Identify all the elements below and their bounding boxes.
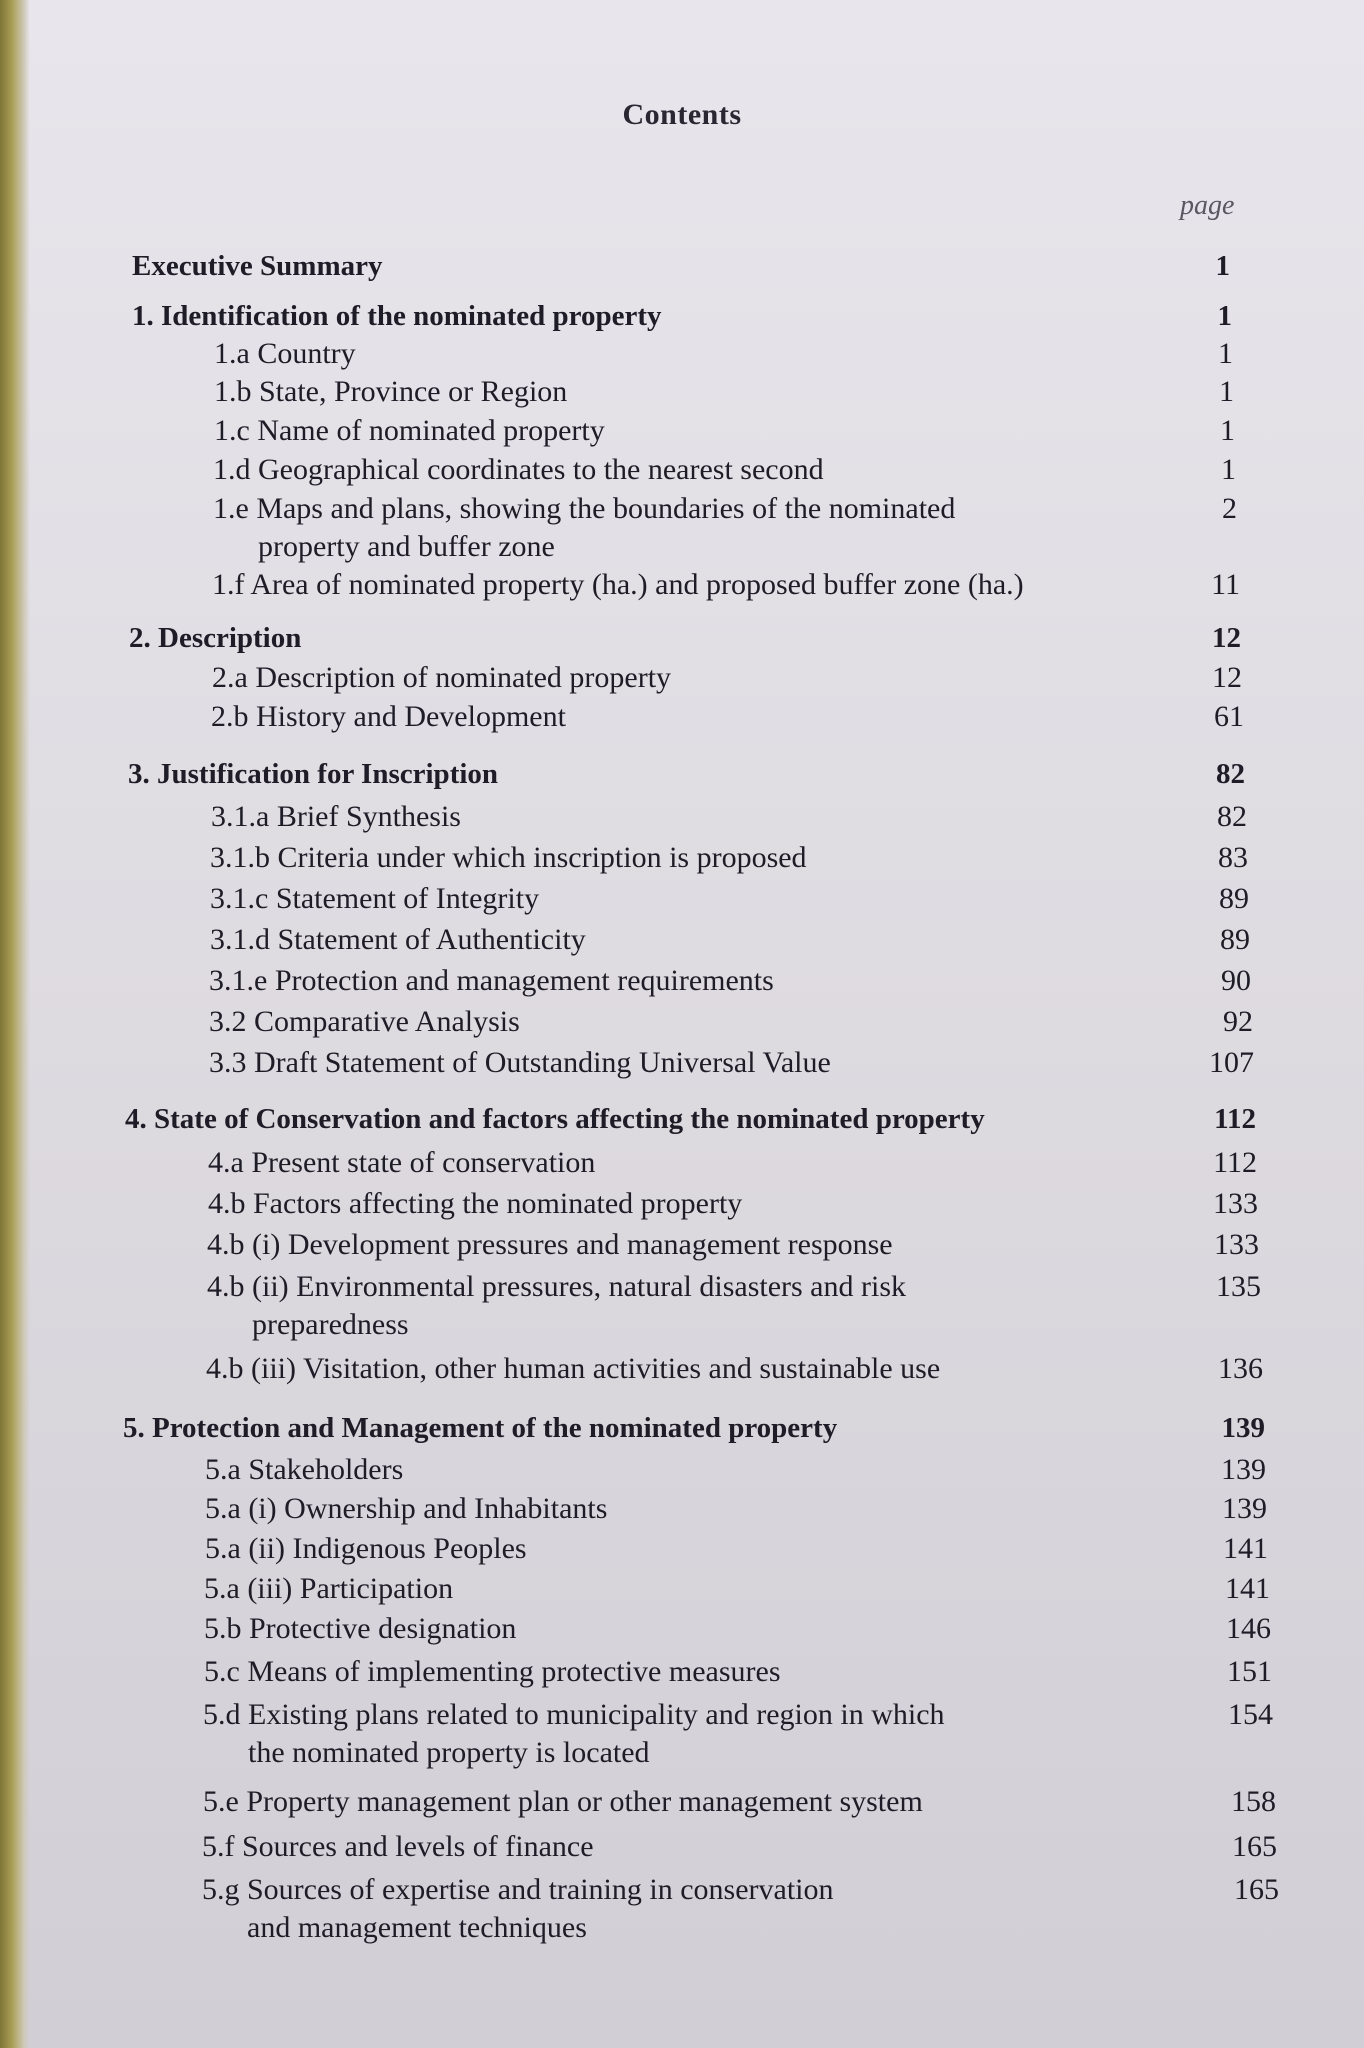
toc-page-number: 92	[1223, 1005, 1253, 1038]
toc-entry-title-continuation: property and buffer zone	[258, 530, 555, 563]
toc-page-number: 139	[1222, 1492, 1267, 1525]
toc-page-number: 11	[1211, 568, 1240, 601]
toc-entry-title: 4.b Factors affecting the nominated property	[208, 1187, 743, 1220]
toc-entry-title: 2.b History and Development	[211, 700, 566, 733]
toc-entry-title: 3.1.a Brief Synthesis	[211, 800, 461, 833]
toc-page-number: 90	[1221, 964, 1251, 997]
toc-entry-title: 5.b Protective designation	[204, 1612, 517, 1645]
toc-entry-title: 1.d Geographical coordinates to the nearest second	[213, 453, 824, 486]
toc-entry-title: 1.b State, Province or Region	[214, 375, 568, 408]
toc-page-number: 139	[1221, 1412, 1265, 1444]
toc-page-number: 154	[1228, 1698, 1273, 1731]
toc-entry-title: 3. Justification for Inscription	[128, 758, 499, 790]
toc-page-number: 89	[1220, 923, 1250, 956]
toc-entry-title: 4.b (iii) Visitation, other human activities and sustainable use	[206, 1352, 941, 1385]
toc-entry-title: 3.1.c Statement of Integrity	[210, 882, 540, 915]
toc-page-number: 1	[1221, 453, 1236, 486]
toc-entry-title: 4.b (i) Development pressures and management response	[207, 1228, 893, 1261]
toc-page-number: 146	[1226, 1612, 1271, 1645]
toc-page-number: 1	[1217, 300, 1232, 332]
toc-entry-title-continuation: preparedness	[252, 1308, 409, 1341]
toc-entry-title: 5.a (ii) Indigenous Peoples	[205, 1532, 527, 1565]
toc-entry-title: 5.c Means of implementing protective measures	[204, 1655, 781, 1688]
toc-entry-title-continuation: and management techniques	[247, 1911, 587, 1944]
toc-entry-title: 1.a Country	[214, 337, 356, 370]
toc-entry-title: 3.1.b Criteria under which inscription is proposed	[210, 841, 807, 874]
toc-entry-title: 5.e Property management plan or other management system	[203, 1785, 923, 1818]
toc-entry-title: 1.e Maps and plans, showing the boundaries of the nominated	[213, 492, 956, 525]
toc-entry-title: 5.g Sources of expertise and training in conservation	[202, 1873, 834, 1906]
toc-page-number: 1	[1219, 375, 1234, 408]
toc-page-number: 165	[1234, 1873, 1279, 1906]
toc-entry-title-continuation: the nominated property is located	[248, 1736, 650, 1769]
toc-entry-title: 1.c Name of nominated property	[214, 414, 605, 447]
toc-entry-title: Executive Summary	[132, 250, 383, 282]
toc-page-number: 107	[1209, 1046, 1254, 1079]
toc-entry-title: 5.a (i) Ownership and Inhabitants	[205, 1492, 608, 1525]
toc-page-number: 136	[1218, 1352, 1263, 1385]
toc-entry-title: 2.a Description of nominated property	[212, 661, 672, 694]
toc-entry-title: 5.a Stakeholders	[205, 1453, 404, 1486]
page-column-header: page	[1180, 190, 1235, 221]
toc-page-number: 141	[1223, 1532, 1268, 1565]
toc-page-number: 135	[1216, 1270, 1261, 1303]
toc-entry-title: 5. Protection and Management of the nominated property	[123, 1412, 838, 1444]
toc-entry-title: 3.1.e Protection and management requirements	[209, 964, 774, 997]
toc-page-number: 112	[1214, 1103, 1256, 1135]
toc-page-number: 1	[1218, 337, 1233, 370]
toc-page-number: 83	[1218, 841, 1248, 874]
toc-page-number: 133	[1213, 1187, 1258, 1220]
toc-page-number: 1	[1220, 414, 1235, 447]
toc-page-number: 2	[1222, 492, 1237, 525]
page-title: Contents	[622, 98, 742, 131]
toc-page-number: 165	[1232, 1830, 1277, 1863]
toc-page-number: 82	[1217, 800, 1247, 833]
toc-entry-title: 2. Description	[129, 622, 302, 654]
toc-entry-title: 5.d Existing plans related to municipality and region in which	[203, 1698, 945, 1731]
toc-entry-title: 4. State of Conservation and factors affecting the nominated property	[125, 1103, 985, 1135]
toc-entry-title: 1. Identification of the nominated property	[132, 300, 662, 332]
toc-entry-title: 4.b (ii) Environmental pressures, natural disasters and risk	[207, 1270, 906, 1303]
toc-entry-title: 5.f Sources and levels of finance	[202, 1830, 594, 1863]
toc-page-number: 12	[1212, 622, 1241, 654]
toc-page-number: 141	[1225, 1572, 1270, 1605]
toc-entry-title: 3.2 Comparative Analysis	[209, 1005, 520, 1038]
toc-page-number: 12	[1212, 661, 1242, 694]
toc-entry-title: 4.a Present state of conservation	[208, 1146, 596, 1179]
toc-entry-title: 5.a (iii) Participation	[204, 1572, 454, 1605]
toc-page-number: 89	[1219, 882, 1249, 915]
toc-page-number: 139	[1221, 1453, 1266, 1486]
toc-entry-title: 3.1.d Statement of Authenticity	[210, 923, 586, 956]
toc-entry-title: 3.3 Draft Statement of Outstanding Universal Value	[209, 1046, 831, 1079]
toc-page-number: 133	[1214, 1228, 1259, 1261]
toc-page-number: 1	[1215, 250, 1230, 282]
toc-page-number: 158	[1231, 1785, 1276, 1818]
toc-page-number: 112	[1213, 1146, 1257, 1179]
toc-page-number: 82	[1216, 758, 1245, 790]
toc-page-number: 151	[1227, 1655, 1272, 1688]
toc-entry-title: 1.f Area of nominated property (ha.) and proposed buffer zone (ha.)	[212, 568, 1024, 601]
toc-page-number: 61	[1214, 700, 1244, 733]
